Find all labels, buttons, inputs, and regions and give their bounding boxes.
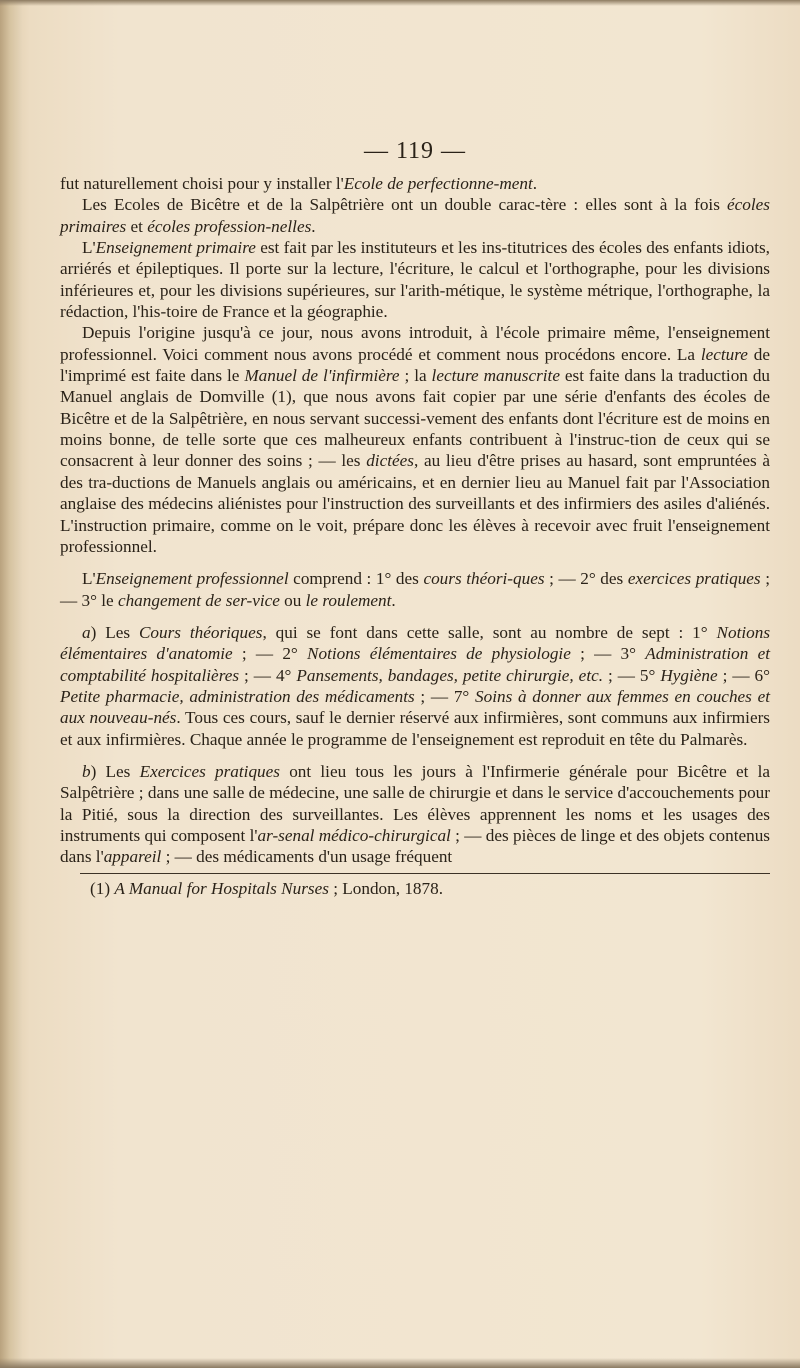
- text-run: Les Ecoles de Bicêtre et de la Salpêtrière ont un double carac-tère : elles sont à la fois: [82, 195, 728, 215]
- text-run: ; — 3°: [570, 644, 646, 664]
- text-run: ; — 6°: [717, 665, 770, 685]
- text-run: comprend : 1° des: [288, 569, 424, 589]
- text-run: .: [391, 590, 396, 610]
- text-run: , qui se font dans cette salle, sont au nombre de sept : 1°: [262, 622, 717, 642]
- text-run: .: [311, 216, 316, 236]
- text-run: est faite dans la traduction du Manuel anglais de Domville (1), que nous avons fait copier par une série d'enfants des écoles de Bicêtre et de la Salpêtrière, en nous servant successi-vement des enfants dont l'écriture est de moins en moins bonne, de telle sorte que ces malheureux enfants contribuent à l'instruc-tion de ceux qui se consacrent à leur donner des soins ; — les: [60, 366, 771, 471]
- paragraph: [60, 173, 770, 194]
- text-run: ) Les: [90, 761, 140, 781]
- text-run: , au lieu d'être prises au hasard, sont empruntées à des tra-ductions de Manuels anglais ou américains, et en dernier lieu au Manuel fait par l'Association anglaise des médecins aliénistes pour l'instruction des surveillants et des infirmiers des asiles d'aliénés. L'instruction primaire, comme on le voit, prépare donc les élèves à recevoir avec fruit l'enseignement professionnel.: [60, 451, 770, 556]
- paragraph: [60, 568, 770, 611]
- italic-text-run: ar-senal médico-chirurgical: [257, 825, 451, 845]
- paragraph: [60, 761, 770, 868]
- italic-text-run: Notions élémentaires d'anatomie: [60, 622, 771, 664]
- body-text: [60, 173, 770, 868]
- italic-text-run: a: [82, 622, 91, 642]
- text-run: . Tous ces cours, sauf le dernier réservé aux infirmières, sont communs aux infirmiers et aux infirmières. Chaque année le programme de l'enseignement est reproduit en tête du Palmarès.: [60, 708, 770, 749]
- italic-text-run: A Manual for Hospitals Nurses: [114, 879, 329, 898]
- page-number: — 119 —: [363, 138, 467, 164]
- italic-text-run: le roulement: [305, 590, 392, 610]
- italic-text-run: Notions élémentaires de physiologie: [307, 644, 571, 664]
- text-run: ou: [279, 590, 306, 610]
- italic-text-run: cours théori-ques: [423, 569, 545, 589]
- italic-text-run: Petite pharmacie, administration des médicaments: [60, 686, 415, 706]
- book-spine-shadow: [0, 0, 22, 1368]
- italic-text-run: changement de ser-vice: [117, 590, 280, 610]
- text-run: ; — 5°: [603, 665, 661, 685]
- italic-text-run: écoles primaires: [60, 195, 770, 236]
- text-run: de l'imprimé est faite dans le: [60, 344, 770, 386]
- text-run: ; la: [399, 366, 432, 386]
- italic-text-run: Administration et comptabilité hospitalières: [60, 644, 770, 685]
- italic-text-run: écoles profession-nelles: [147, 216, 312, 236]
- italic-text-run: Hygiène: [660, 665, 718, 685]
- paragraph: [60, 622, 770, 750]
- text-run: ; — des médicaments d'un usage fréquent: [161, 847, 453, 867]
- text-run: ; London, 1878.: [328, 879, 444, 898]
- text-run: .: [532, 174, 538, 193]
- text-run: ; — 4°: [239, 665, 297, 685]
- footnote: [90, 878, 770, 899]
- text-run: fut naturellement choisi pour y installer l': [60, 174, 344, 193]
- text-run: ; — 2° des: [544, 569, 628, 589]
- text-run: ; — 2°: [232, 644, 308, 664]
- italic-text-run: Enseignement primaire: [95, 238, 256, 258]
- italic-text-run: Manuel de l'infirmière: [244, 366, 400, 386]
- text-run: ; — des pièces de linge et des objets contenus dans l': [60, 825, 770, 867]
- italic-text-run: Enseignement professionnel: [95, 569, 289, 589]
- italic-text-run: Exercices pratiques: [139, 761, 280, 781]
- italic-text-run: Pansements, bandages, petite chirurgie, etc.: [296, 665, 604, 685]
- page-top-edge: [0, 0, 800, 6]
- paragraph: [60, 194, 770, 237]
- italic-text-run: lecture: [700, 344, 748, 364]
- italic-text-run: Ecole de perfectionne-ment: [343, 174, 533, 193]
- text-run: Depuis l'origine jusqu'à ce jour, nous avons introduit, à l'école primaire même, l'enseignement professionnel. Voici comment nous avons procédé et comment nous procédons encore. La: [60, 323, 770, 364]
- italic-text-run: appareil: [103, 847, 162, 867]
- text-run: ; — 7°: [414, 686, 476, 706]
- text-run: ; — 3° le: [60, 569, 770, 610]
- text-run: L': [82, 238, 96, 258]
- italic-text-run: Cours théoriques: [138, 622, 263, 642]
- text-run: L': [82, 569, 96, 589]
- italic-text-run: exercices pratiques: [627, 569, 761, 589]
- text-run: ont lieu tous les jours à l'Infirmerie générale pour Bicêtre et la Salpêtrière ; dans une salle de médecine, une salle de chirurgie et dans le service d'accouchements pour la Pitié, sous la direction des surveillantes. Les élèves apprennent les noms et les usages des instruments qui composent l': [60, 761, 770, 845]
- text-run: ) Les: [90, 622, 139, 642]
- italic-text-run: lecture manuscrite: [431, 366, 560, 386]
- italic-text-run: dictées: [366, 451, 414, 471]
- text-run: (1): [90, 879, 115, 898]
- footnote-rule: [80, 873, 770, 874]
- paragraph: [60, 322, 770, 557]
- paragraph: [60, 237, 770, 322]
- italic-text-run: b: [82, 761, 91, 781]
- italic-text-run: Soins à donner aux femmes en couches et aux nouveau-nés: [60, 686, 770, 728]
- page-bottom-edge: [0, 1358, 800, 1368]
- text-run: est fait par les instituteurs et les ins-titutrices des écoles des enfants idiots, arriérés et épileptiques. Il porte sur la lecture, l'écriture, le calcul et l'orthographe, pour les divisions inférieures et, pour les divisions supérieures, sur l'arith-métique, le système métrique, l'orthographe, la rédaction, l'his-toire de France et la géographie.: [60, 238, 770, 322]
- text-run: et: [126, 216, 148, 236]
